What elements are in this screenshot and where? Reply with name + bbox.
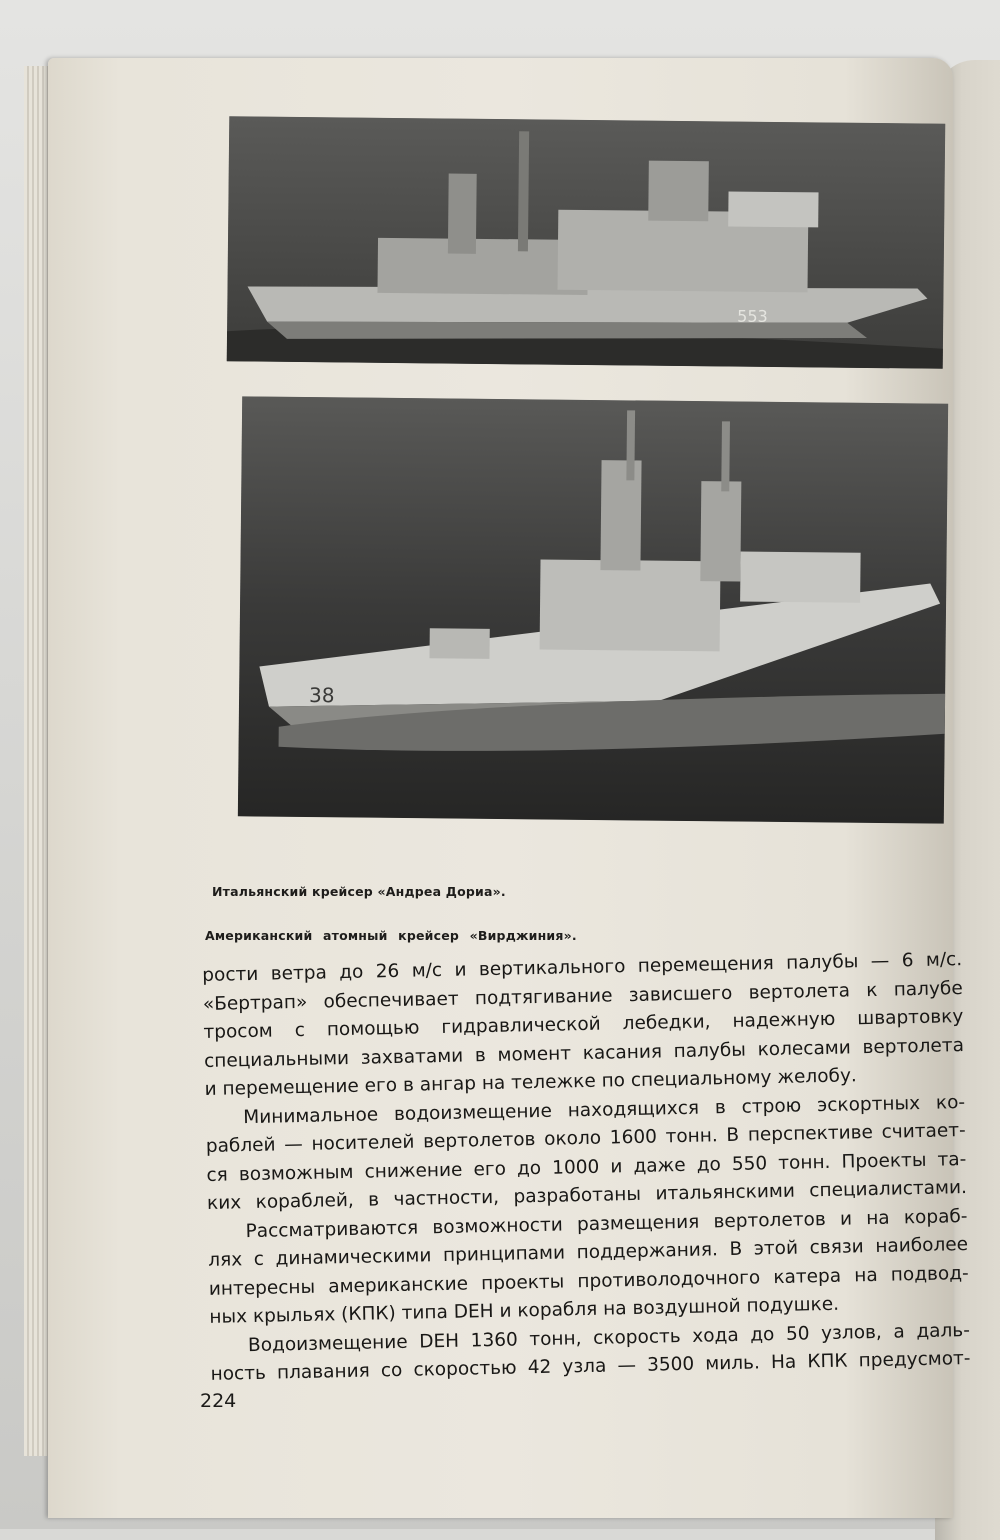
hull-number-38: 38 xyxy=(308,683,335,708)
body-line: и перемещение его в ангар на тележке по специальному желобу. xyxy=(204,1065,858,1100)
caption-italian-cruiser: Итальянский крейсер «Андреа Дориа». xyxy=(212,884,506,899)
body-line: рости ветра до 26 м/с и вертикального перемещения палубы — 6 м/с. xyxy=(202,949,963,986)
page-number: 224 xyxy=(200,1390,237,1412)
body-line: ных крыльях (КПК) типа DEH и корабля на воздушной подушке. xyxy=(209,1293,840,1328)
body-line: тросом с помощью гидравлической лебедки, надежную швартовку xyxy=(203,1006,964,1043)
body-line: Минимальное водоизмещение находящихся в строю эскортных ко- xyxy=(243,1091,966,1128)
italian-cruiser-photo xyxy=(227,116,946,368)
body-line: Водоизмещение DEH 1360 тонн, скорость хода до 50 узлов, а даль- xyxy=(247,1319,971,1356)
body-line: «Бертрап» обеспечивает подтягивание зависшего вертолета к палубе xyxy=(202,977,963,1015)
american-cruiser-photo xyxy=(238,396,948,823)
caption-american-cruiser: Американский атомный крейсер «Вирджиния». xyxy=(205,928,577,943)
body-line: раблей — носителей вертолетов около 1600 тонн. В перспективе считает- xyxy=(205,1120,966,1157)
body-line: ность плавания со скоростью 42 узла — 3500 миль. На КПК предусмот- xyxy=(210,1347,971,1385)
body-line: ких кораблей, в частности, разработаны итальянскими специалистами. xyxy=(206,1177,968,1214)
body-text xyxy=(202,946,971,1389)
body-line: ся возможным снижение его до 1000 и даже до 550 тонн. Проекты та- xyxy=(206,1148,967,1186)
italian-cruiser-illustration xyxy=(227,116,946,368)
body-line: специальными захватами в момент касания палубы колесами вертолета xyxy=(203,1034,965,1072)
body-line: лях с динамическими принципами поддержания. В этой связи наиболее xyxy=(208,1234,969,1271)
hull-number-553: 553 xyxy=(737,306,768,326)
body-line: интересны американские проекты противолодочного катера на подвод- xyxy=(208,1262,969,1300)
american-cruiser-illustration xyxy=(238,396,948,823)
body-line: Рассматриваются возможности размещения вертолетов и на кораб- xyxy=(245,1205,968,1242)
